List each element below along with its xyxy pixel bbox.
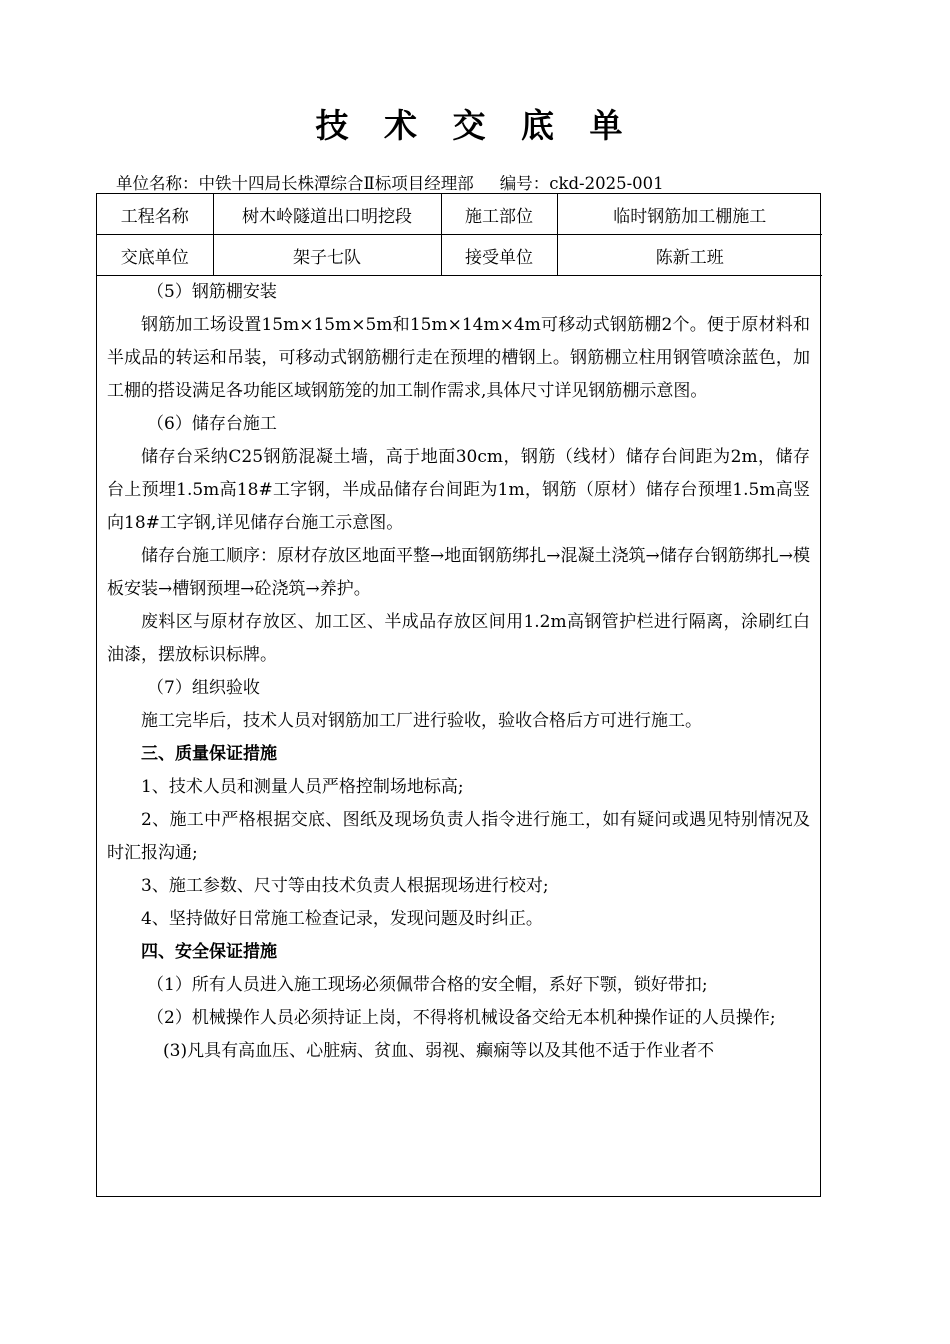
header-table xyxy=(97,194,822,276)
location-value: 临时钢筋加工棚施工 xyxy=(557,194,822,235)
header-row-units xyxy=(97,235,822,276)
paragraph: 储存台施工顺序：原材存放区地面平整→地面钢筋绑扎→混凝土浇筑→储存台钢筋绑扎→模板安装→槽钢预埋→砼浇筑→养护。 xyxy=(107,546,810,599)
project-name-value: 树木岭隧道出口明挖段 xyxy=(213,194,441,235)
safety-item: （1）所有人员进入施工现场必须佩带合格的安全帽，系好下颚，锁好带扣; xyxy=(147,975,708,995)
location-label: 施工部位 xyxy=(441,194,557,235)
quality-item: 3、施工参数、尺寸等由技术负责人根据现场进行校对; xyxy=(141,876,549,896)
paragraph: 储存台采纳C25钢筋混凝土墙，高于地面30cm，钢筋（线材）储存台间距为2m，储存台上预埋1.5m高18#工字钢，半成品储存台间距为1m，钢筋（原材）储存台预埋1.5m高竖向18#工字钢,详见储存台施工示意图。 xyxy=(107,447,810,533)
section-heading-5: （5）钢筋棚安装 xyxy=(147,282,277,302)
safety-item: (3)凡具有高血压、心脏病、贫血、弱视、癫痫等以及其他不适于作业者不 xyxy=(163,1041,715,1061)
safety-heading: 四、安全保证措施 xyxy=(141,942,277,962)
receiver-label: 接受单位 xyxy=(441,235,557,276)
paragraph: 废料区与原材存放区、加工区、半成品存放区间用1.2m高钢管护栏进行隔离，涂刷红白油漆，摆放标识标牌。 xyxy=(107,612,810,665)
unit-line xyxy=(116,170,664,194)
safety-item: （2）机械操作人员必须持证上岗，不得将机械设备交给无本机种操作证的人员操作; xyxy=(147,1008,776,1028)
disclosure-body xyxy=(97,276,820,1068)
project-name-label: 工程名称 xyxy=(97,194,213,235)
section-heading-6: （6）储存台施工 xyxy=(147,414,277,434)
document-code: 编号：ckd-2025-001 xyxy=(499,174,664,193)
paragraph: 施工完毕后，技术人员对钢筋加工厂进行验收，验收合格后方可进行施工。 xyxy=(141,711,702,731)
header-row-project xyxy=(97,194,822,235)
unit-name: 单位名称：中铁十四局长株潭综合Ⅱ标项目经理部 xyxy=(116,174,474,193)
quality-item: 1、技术人员和测量人员严格控制场地标高; xyxy=(141,777,464,797)
issuer-value: 架子七队 xyxy=(213,235,441,276)
quality-heading: 三、质量保证措施 xyxy=(141,744,277,764)
paragraph: 钢筋加工场设置15m×15m×5m和15m×14m×4m可移动式钢筋棚2个。便于原材料和半成品的转运和吊装，可移动式钢筋棚行走在预埋的槽钢上。钢筋棚立柱用钢管喷涂蓝色，加工棚的搭设满足各功能区域钢筋笼的加工制作需求,具体尺寸详见钢筋棚示意图。 xyxy=(107,315,810,401)
receiver-value: 陈新工班 xyxy=(557,235,822,276)
quality-item: 2、施工中严格根据交底、图纸及现场负责人指令进行施工，如有疑问或遇见特别情况及时汇报沟通; xyxy=(107,810,810,863)
document-title: 技 术 交 底 单 xyxy=(315,106,635,145)
quality-item: 4、坚持做好日常施工检查记录，发现问题及时纠正。 xyxy=(141,909,543,929)
section-heading-7: （7）组织验收 xyxy=(147,678,260,698)
issuer-label: 交底单位 xyxy=(97,235,213,276)
disclosure-sheet xyxy=(96,193,821,1197)
